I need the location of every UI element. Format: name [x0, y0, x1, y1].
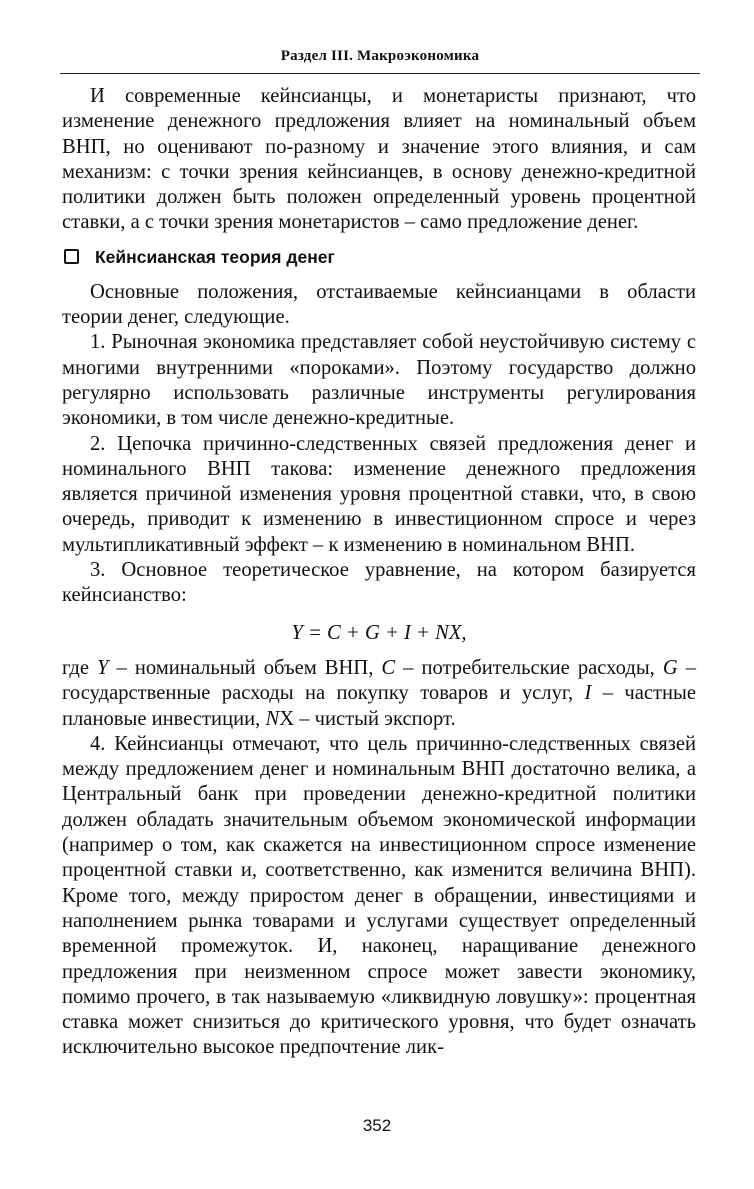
- symbol-i: I: [584, 682, 592, 705]
- where-c-text: – потребительские расходы,: [395, 656, 663, 679]
- point-2-paragraph: 2. Цепочка причинно-следственных связей предложения денег и номинального ВНП такова: изменение денежного предложения является причиной изменения уровня процентной ставки, что, в свою очередь, приводит к изменению в инвестиционном спросе и через мультипликативный эффект – к изменению в номинальном ВНП.: [62, 432, 696, 556]
- symbol-c: C: [381, 656, 396, 679]
- point-4-paragraph: 4. Кейнсианцы отмечают, что цель причинно-следственных связей между предложением денег и номинальным ВНП достаточно велика, а Центральный банк при проведении денежно-кредитной политики должен обладать значительным объемом экономической информации (например о том, как скажется на инвестиционном спросе изменение процентной ставки и, соответственно, как изменится величина ВНП). Кроме того, между приростом денег в обращении, инвестициями и наполнением рынка товарами и услугами существует определенный временной промежуток. И, наконец, наращивание денежного предложения при неизменном спросе может завести экономику, помимо прочего, в так называемую «ликвидную ловушку»: процентная ставка может снизиться до критического уровня, что будет означать исключительно высокое предпочтение лик-: [62, 732, 696, 1059]
- page-body: [62, 84, 696, 1061]
- intro-paragraph: И современные кейнсианцы, и монетаристы признают, что изменение денежного предложения влияет на номинальный объем ВНП, но оценивают по-разному и значение этого влияния, и сам механизм: с точки зрения кейнсианцев, в основу денежно-кредитной политики должен быть положен определенный уровень процентной ставки, а с точки зрения монетаристов – само предложение денег.: [62, 85, 696, 234]
- equation: Y = C + G + I + NX,: [291, 621, 467, 644]
- symbol-g: G: [662, 656, 678, 679]
- where-prefix: где: [62, 656, 98, 679]
- where-nx-text: – чистый экспорт.: [294, 707, 456, 730]
- point-1-paragraph: 1. Рыночная экономика представляет собой неустойчивую систему с многими внутренними «пороками». Поэтому государство должно регулярно использовать различные инструменты регулирования экономики, в том числе денежно-кредитные.: [62, 331, 696, 430]
- section-heading-text: Кейнсианская теория денег: [95, 246, 335, 267]
- page-number: 352: [362, 1116, 392, 1135]
- running-header: Раздел III. Макроэкономика: [280, 48, 480, 64]
- point-3-paragraph: 3. Основное теоретическое уравнение, на котором базируется кейнсианство:: [62, 559, 696, 607]
- where-paragraph: [62, 656, 696, 732]
- symbol-y: Y: [97, 656, 109, 679]
- checkbox-icon: [64, 249, 79, 264]
- lead-paragraph: Основные положения, отстаиваемые кейнсианцами в области теории денег, следующие.: [62, 280, 696, 329]
- where-i-text: – частные плановые инвестиции,: [62, 682, 696, 730]
- header-rule: [60, 73, 700, 74]
- where-g-text: – государственные расходы на покупку товаров и услуг,: [62, 656, 697, 705]
- symbol-x: X: [279, 707, 295, 730]
- symbol-n: N: [265, 707, 280, 730]
- where-y-text: – номинальный объем ВНП,: [108, 656, 382, 679]
- section-heading: [62, 246, 696, 268]
